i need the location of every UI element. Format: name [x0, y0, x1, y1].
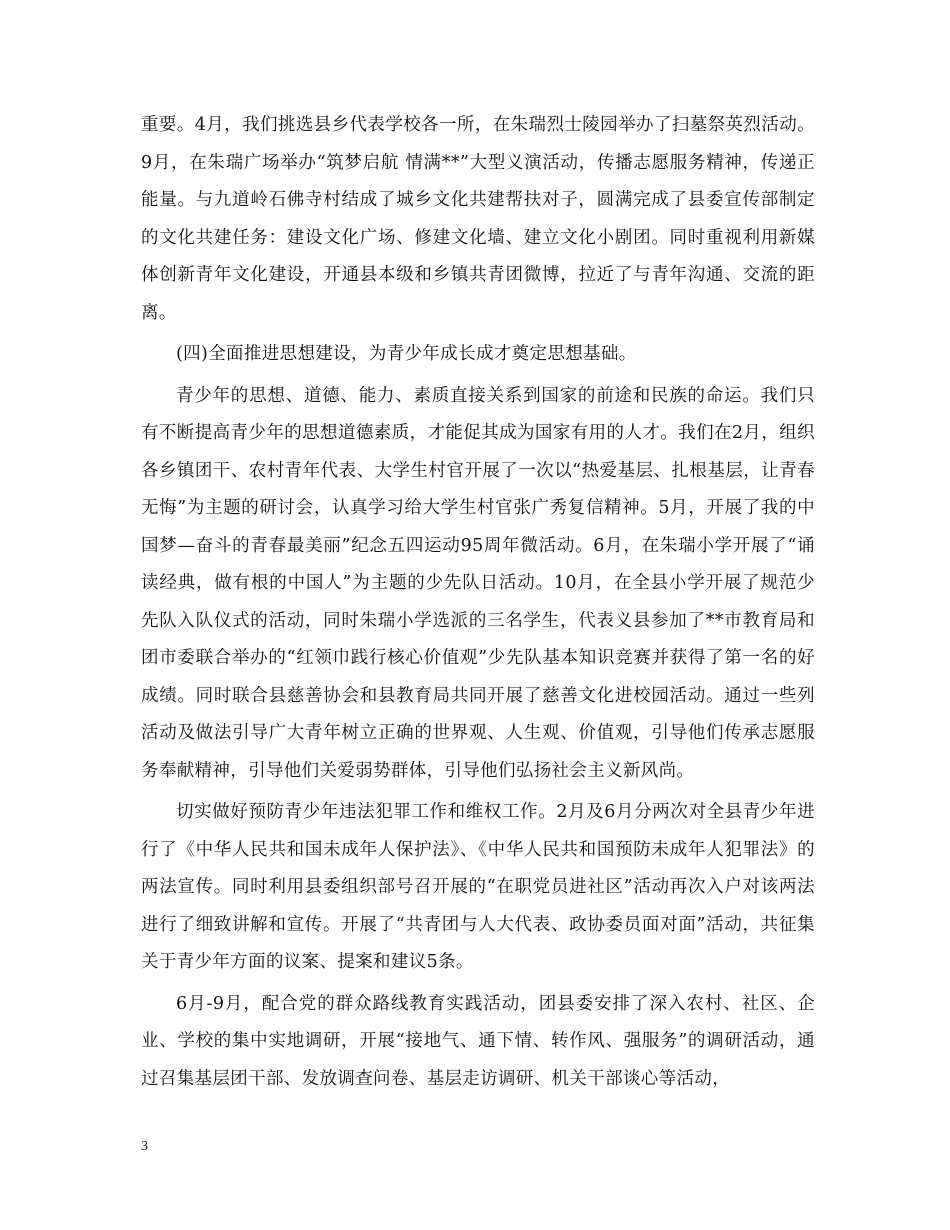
paragraph-crime-prevention: 切实做好预防青少年违法犯罪工作和维权工作。2月及6月分两次对全县青少年进行了《中华人民共和国未成年人保护法》、《中华人民共和国预防未成年人犯罪法》的两法宣传。同时利用县委组织部号召开展的“在职党员进社区”活动再次入户对该两法进行了细致讲解和宣传。开展了“共青团与人大代表、政协委员面对面”活动，共征集关于青少年方面的议案、提案和建议5条。: [141, 802, 815, 972]
section-heading-ideology: (四)全面推进思想建设，为青少年成长成才奠定思想基础。: [176, 344, 637, 364]
document-body: [141, 107, 815, 1098]
page-number: 3: [141, 1139, 148, 1154]
paragraph-field-research: 6月-9月，配合党的群众路线教育实践活动，团县委安排了深入农村、社区、企业、学校的集中实地调研，开展“接地气、通下情、转作风、强服务”的调研活动，通过召集基层团干部、发放调查问卷、基层走访调研、机关干部谈心等活动，: [141, 993, 815, 1089]
paragraph-ideology-education: 青少年的思想、道德、能力、素质直接关系到国家的前途和民族的命运。我们只有不断提高青少年的思想道德素质，才能促其成为国家有用的人才。我们在2月，组织各乡镇团干、农村青年代表、大学生村官开展了一次以“热爱基层、扎根基层，让青春无悔”为主题的研讨会，认真学习给大学生村官张广秀复信精神。5月，开展了我的中国梦—奋斗的青春最美丽”纪念五四运动95周年微活动。6月，在朱瑞小学开展了“诵读经典，做有根的中国人”为主题的少先队日活动。10月，在全县小学开展了规范少先队入队仪式的活动，同时朱瑞小学选派的三名学生，代表义县参加了**市教育局和团市委联合举办的“红领巾践行核心价值观”少先队基本知识竞赛并获得了第一名的好成绩。同时联合县慈善协会和县教育局共同开展了慈善文化进校园活动。通过一些列活动及做法引导广大青年树立正确的世界观、人生观、价值观，引导他们传承志愿服务奉献精神，引导他们关爱弱势群体，引导他们弘扬社会主义新风尚。: [141, 385, 815, 781]
paragraph-culture-activities: 重要。4月，我们挑选县乡代表学校各一所，在朱瑞烈士陵园举办了扫墓祭英烈活动。9月，在朱瑞广场举办“筑梦启航 情满**”大型义演活动，传播志愿服务精神，传递正能量。与九道岭石佛寺村结成了城乡文化共建帮扶对子，圆满完成了县委宣传部制定的文化共建任务：建设文化广场、修建文化墙、建立文化小剧团。同时重视利用新媒体创新青年文化建设，开通县本级和乡镇共青团微博，拉近了与青年沟通、交流的距离。: [141, 115, 815, 323]
